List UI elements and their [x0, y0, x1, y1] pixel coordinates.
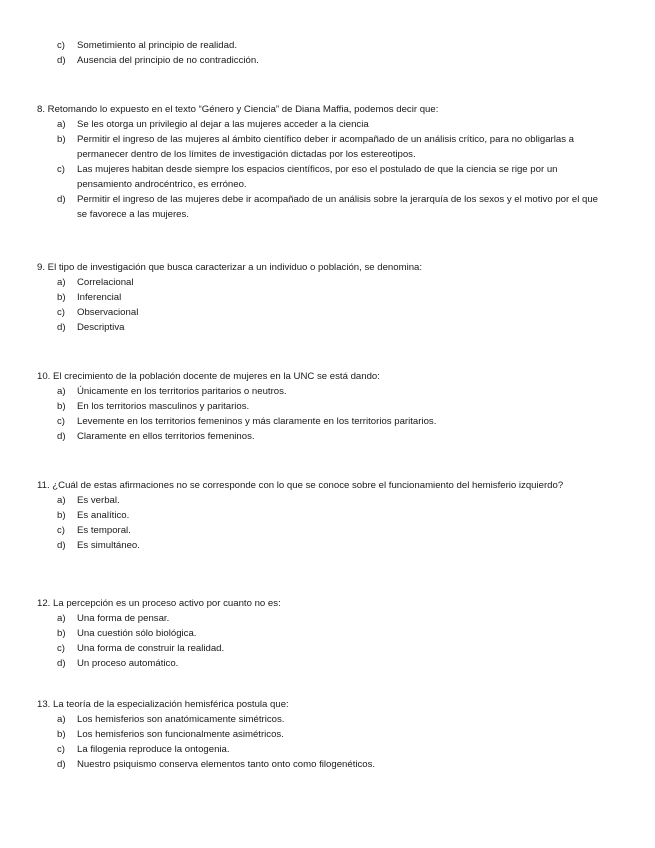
option-d — [37, 429, 607, 444]
question-10 — [37, 369, 607, 444]
option-text: Es simultáneo. — [77, 540, 140, 551]
option-a — [37, 493, 607, 508]
option-text: Sometimiento al principio de realidad. — [77, 40, 237, 51]
option-text: Una cuestión sólo biológica. — [77, 628, 197, 639]
option-letter: c ) — [37, 305, 77, 320]
question-11 — [37, 478, 607, 553]
option-d — [37, 538, 607, 553]
option-letter: c ) — [37, 38, 77, 53]
option-list — [37, 275, 607, 335]
option-c — [37, 523, 607, 538]
option-letter: a ) — [37, 384, 77, 399]
option-d — [37, 192, 607, 222]
option-c — [37, 38, 607, 53]
option-c — [37, 305, 607, 320]
option-list — [37, 611, 607, 671]
option-a — [37, 712, 607, 727]
option-letter: b ) — [37, 290, 77, 305]
option-c — [37, 414, 607, 429]
question-prompt: 10. El crecimiento de la población docente de mujeres en la UNC se está dando: — [37, 371, 380, 382]
question-13 — [37, 697, 607, 772]
option-b — [37, 508, 607, 523]
option-letter: d ) — [37, 192, 77, 222]
option-list — [37, 117, 607, 222]
option-text: Correlacional — [77, 277, 134, 288]
option-letter: b ) — [37, 626, 77, 641]
option-text: Observacional — [77, 307, 139, 318]
option-b — [37, 727, 607, 742]
option-c — [37, 742, 607, 757]
option-text: Es temporal. — [77, 525, 131, 536]
option-text: Se les otorga un privilegio al dejar a las mujeres acceder a la ciencia — [77, 119, 369, 130]
option-text: Es verbal. — [77, 495, 120, 506]
option-letter: a ) — [37, 493, 77, 508]
option-a — [37, 611, 607, 626]
option-a — [37, 384, 607, 399]
question-8 — [37, 102, 607, 222]
option-letter: d ) — [37, 53, 77, 68]
option-text: Únicamente en los territorios paritarios o neutros. — [77, 386, 287, 397]
option-letter: d ) — [37, 656, 77, 671]
option-text: Es analítico. — [77, 510, 130, 521]
option-text: La filogenia reproduce la ontogenia. — [77, 744, 230, 755]
option-b — [37, 626, 607, 641]
option-a — [37, 117, 607, 132]
option-text: Los hemisferios son anatómicamente simétricos. — [77, 714, 285, 725]
option-letter: b ) — [37, 132, 77, 162]
option-text: Inferencial — [77, 292, 122, 303]
question-12 — [37, 596, 607, 671]
option-letter: c ) — [37, 641, 77, 656]
option-text: Ausencia del principio de no contradicción. — [77, 55, 259, 66]
option-d — [37, 320, 607, 335]
option-text: Claramente en ellos territorios femeninos. — [77, 431, 255, 442]
option-text: Permitir el ingreso de las mujeres al ámbito científico deber ir acompañado de un análisis crítico, para no obligarlas a permanecer dentro de los límites de investigación dictadas por los estereotipos. — [77, 134, 574, 160]
question-prompt: 9. El tipo de investigación que busca caracterizar a un individuo o población, se denomina: — [37, 262, 423, 273]
option-c — [37, 641, 607, 656]
option-letter: c ) — [37, 523, 77, 538]
option-d — [37, 53, 607, 68]
option-b — [37, 132, 607, 162]
option-letter: c ) — [37, 414, 77, 429]
option-letter: c ) — [37, 742, 77, 757]
question-prompt: 13. La teoría de la especialización hemisférica postula que: — [37, 699, 289, 710]
option-list — [37, 384, 607, 444]
option-text: Nuestro psiquismo conserva elementos tanto onto como filogenéticos. — [77, 759, 376, 770]
option-letter: a ) — [37, 117, 77, 132]
option-c — [37, 162, 607, 192]
option-b — [37, 399, 607, 414]
option-letter: b ) — [37, 399, 77, 414]
question-prompt: 12. La percepción es un proceso activo por cuanto no es: — [37, 598, 281, 609]
question-prompt: 11. ¿Cuál de estas afirmaciones no se corresponde con lo que se conoce sobre el funcionamiento del hemisferio izquierdo? — [37, 480, 564, 491]
option-text: Las mujeres habitan desde siempre los espacios científicos, por eso el postulado de que la ciencia se rige por un pensamiento androcéntrico, es erróneo. — [77, 164, 558, 190]
option-letter: b ) — [37, 727, 77, 742]
option-d — [37, 757, 607, 772]
option-letter: b ) — [37, 508, 77, 523]
option-text: Un proceso automático. — [77, 658, 179, 669]
option-list — [37, 712, 607, 772]
option-letter: a ) — [37, 275, 77, 290]
option-text: En los territorios masculinos y paritarios. — [77, 401, 250, 412]
option-letter: c ) — [37, 162, 77, 192]
option-list — [37, 493, 607, 553]
option-d — [37, 656, 607, 671]
option-letter: d ) — [37, 757, 77, 772]
option-text: Una forma de pensar. — [77, 613, 170, 624]
option-b — [37, 290, 607, 305]
option-text: Levemente en los territorios femeninos y más claramente en los territorios paritarios. — [77, 416, 437, 427]
option-text: Los hemisferios son funcionalmente asimétricos. — [77, 729, 284, 740]
option-letter: a ) — [37, 712, 77, 727]
option-letter: d ) — [37, 538, 77, 553]
option-text: Permitir el ingreso de las mujeres debe ir acompañado de un análisis sobre la jerarquía de los sexos y el motivo por el que se favorece a las mujeres. — [77, 194, 599, 220]
question-7-tail — [37, 38, 607, 68]
question-prompt: 8. Retomando lo expuesto en el texto “Género y Ciencia” de Diana Maffia, podemos decir que: — [37, 104, 439, 115]
option-letter: d ) — [37, 320, 77, 335]
option-text: Descriptiva — [77, 322, 125, 333]
option-list — [37, 38, 607, 68]
option-letter: d ) — [37, 429, 77, 444]
option-a — [37, 275, 607, 290]
option-text: Una forma de construir la realidad. — [77, 643, 225, 654]
option-letter: a ) — [37, 611, 77, 626]
question-9 — [37, 260, 607, 335]
